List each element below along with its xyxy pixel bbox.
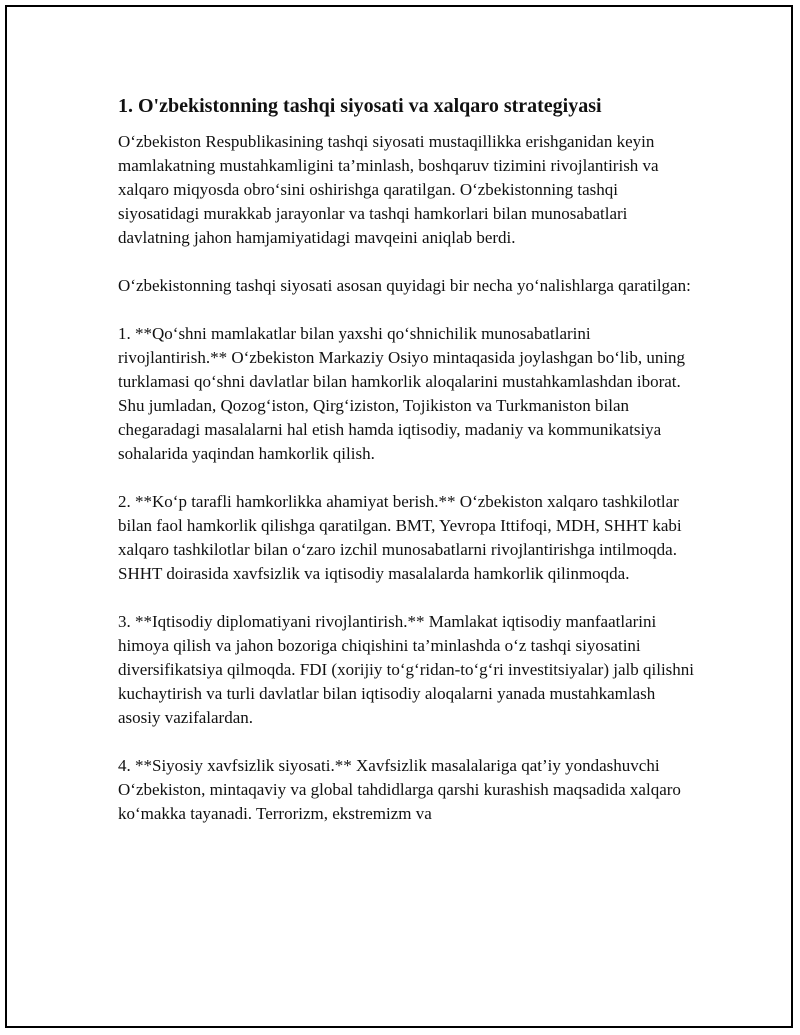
document-title: 1. O'zbekistonning tashqi siyosati va xalqaro strategiyasi — [118, 95, 602, 117]
document-body — [118, 92, 698, 850]
list-item-economic-diplomacy: 3. **Iqtisodiy diplomatiyani rivojlantirish.** Mamlakat iqtisodiy manfaatlarini himoya qilish va jahon bozoriga chiqishini ta’minlashda o‘z tashqi siyosatini diversifikatsiya qilmoqda. FDI (xorijiy to‘g‘ridan-to‘g‘ri investitsiyalar) jalb qilishni kuchaytirish va turli davlatlar bilan iqtisodiy aloqalarni yanada mustahkamlash asosiy vazifalardan. — [118, 612, 694, 727]
list-item-multilateral: 2. **Ko‘p tarafli hamkorlikka ahamiyat berish.** O‘zbekiston xalqaro tashkilotlar bilan faol hamkorlik qilishga qaratilgan. BMT, Yevropa Ittifoqi, MDH, SHHT kabi xalqaro tashkilotlar bilan o‘zaro izchil munosabatlarni rivojlantirishga intilmoqda. SHHT doirasida xavfsizlik va iqtisodiy masalalarda hamkorlik qilinmoqda. — [118, 492, 682, 583]
list-item-security-policy: 4. **Siyosiy xavfsizlik siyosati.** Xavfsizlik masalalariga qat’iy yondashuvchi O‘zbekiston, mintaqaviy va global tahdidlarga qarshi kurashish maqsadida xalqaro ko‘makka tayanadi. Terrorizm, ekstremizm va — [118, 756, 681, 823]
paragraph-intro: O‘zbekiston Respublikasining tashqi siyosati mustaqillikka erishganidan keyin mamlakatning mustahkamligini ta’minlash, boshqaruv tizimini rivojlantirish va xalqaro miqyosda obro‘sini oshirishga qaratilgan. O‘zbekistonning tashqi siyosatidagi murakkab jarayonlar va tashqi hamkorlari bilan munosabatlari davlatning jahon hamjamiyatidagi mavqeini aniqlab berdi. — [118, 132, 659, 247]
list-item-neighbors: 1. **Qo‘shni mamlakatlar bilan yaxshi qo‘shnichilik munosabatlarini rivojlantirish.** O‘zbekiston Markaziy Osiyo mintaqasida joylashgan bo‘lib, uning turklamasi qo‘shni davlatlar bilan hamkorlik aloqalarini mustahkamlashdan iborat. Shu jumladan, Qozog‘iston, Qirg‘iziston, Tojikiston va Turkmaniston bilan chegaradagi masalalarni hal etish hamda iqtisodiy, madaniy va kommunikatsiya sohalarida yaqindan hamkorlik qilish. — [118, 324, 686, 463]
paragraph-directions-lead: O‘zbekistonning tashqi siyosati asosan quyidagi bir necha yo‘nalishlarga qaratilgan: — [118, 276, 691, 295]
